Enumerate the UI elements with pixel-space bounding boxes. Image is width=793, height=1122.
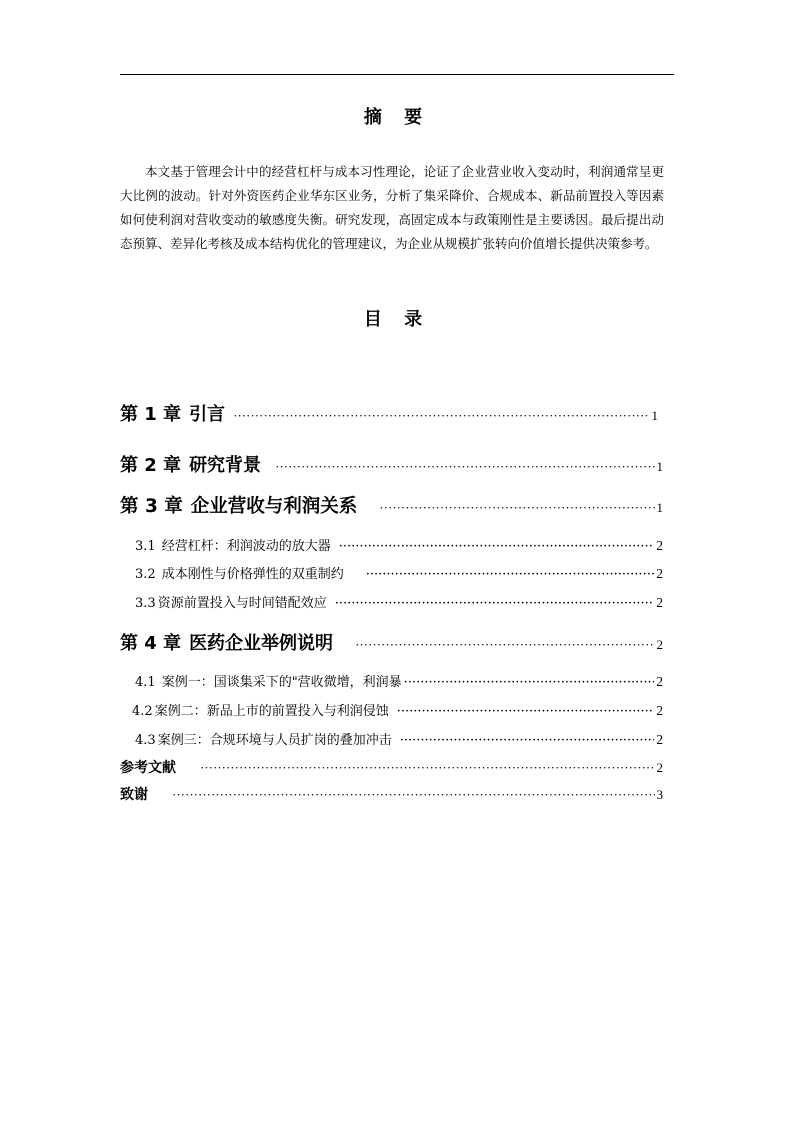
toc-dot-leader <box>397 704 655 719</box>
toc-entry-acknowledgements[interactable] <box>120 784 663 804</box>
toc-entry-page: 2 <box>656 732 663 747</box>
abstract-body: 本文基于管理会计中的经营杠杆与成本习性理论，论证了企业营业收入变动时，利润通常呈更大比例的波动。针对外资医药企业华东区业务，分析了集采降价、合规成本、新品前置投入等因素如何使利润对营收变动的敏感度失衡。研究发现，高固定成本与政策刚性是主要诱因。最后提出动态预算、差异化考核及成本结构优化的管理建议，为企业从规模扩张转向价值增长提供决策参考。 <box>120 164 664 251</box>
toc-entry-title: 经营杠杆：利润波动的放大器 <box>161 539 331 554</box>
toc-entry-page: 2 <box>656 538 663 553</box>
toc-entry-number: 第 4 章 <box>120 633 182 654</box>
toc-dot-leader <box>404 675 655 690</box>
toc-entry-number: 3.1 <box>135 539 156 554</box>
toc-entry-number: 第 1 章 <box>120 404 182 425</box>
toc-entry-page: 1 <box>651 408 658 423</box>
toc-dot-leader <box>233 408 649 424</box>
toc-entry-title: 研究背景 <box>189 455 262 476</box>
toc-entry-section-4-2[interactable] <box>132 700 663 719</box>
toc-entry-section-4-3[interactable] <box>135 729 663 748</box>
toc-entry-section-3-2[interactable] <box>135 563 663 582</box>
header-rule <box>120 74 674 75</box>
toc-entry-references[interactable] <box>120 757 663 777</box>
toc-entry-chapter-4[interactable] <box>120 629 663 655</box>
toc-heading: 目 录 <box>363 309 431 330</box>
toc-entry-number: 4.2 <box>132 704 153 719</box>
toc-dot-leader <box>275 459 654 475</box>
toc-entry-title: 医药企业举例说明 <box>189 633 334 654</box>
toc-entry-number: 第 3 章 <box>120 496 183 517</box>
toc-entry-title: 资源前置投入与时间错配效应 <box>157 596 327 611</box>
toc-entry-title: 案例一：国谈集采下的"营收微增，利润暴 <box>161 675 402 690</box>
abstract-heading: 摘 要 <box>363 107 431 128</box>
toc-entry-page: 2 <box>656 674 663 689</box>
toc-entry-page: 2 <box>656 637 663 652</box>
toc-dot-leader <box>200 760 655 776</box>
toc-dot-leader <box>400 733 655 748</box>
toc-entry-section-3-3[interactable] <box>135 592 663 611</box>
toc-entry-title: 参考文献 <box>120 760 176 776</box>
toc-entry-title: 成本刚性与价格弹性的双重制约 <box>161 567 344 582</box>
toc-entry-section-3-1[interactable] <box>135 535 663 554</box>
toc-entry-page: 3 <box>656 787 663 802</box>
toc-dot-leader <box>379 500 654 516</box>
toc-entry-chapter-3[interactable] <box>120 492 663 518</box>
toc-entry-chapter-2[interactable] <box>120 451 663 477</box>
toc-entry-number: 3.3 <box>135 596 156 611</box>
toc-dot-leader <box>172 787 655 803</box>
toc-dot-leader <box>355 637 654 653</box>
toc-entry-number: 3.2 <box>135 567 156 582</box>
toc-entry-title: 案例二：新品上市的前置投入与利润侵蚀 <box>154 704 389 719</box>
toc-entry-page: 1 <box>656 500 663 515</box>
toc-entry-page: 2 <box>656 595 663 610</box>
toc-entry-page: 2 <box>656 703 663 718</box>
toc-entry-title: 致谢 <box>120 787 148 803</box>
toc-entry-chapter-1[interactable] <box>120 400 658 426</box>
toc-entry-title: 企业营收与利润关系 <box>190 496 358 517</box>
toc-dot-leader <box>339 539 655 554</box>
toc-dot-leader <box>335 596 655 611</box>
toc-entry-number: 第 2 章 <box>120 455 182 476</box>
toc-entry-title: 引言 <box>189 404 226 425</box>
toc-entry-number: 4.1 <box>135 675 156 690</box>
toc-dot-leader <box>366 567 655 582</box>
toc-entry-title: 案例三：合规环境与人员扩岗的叠加冲击 <box>157 733 392 748</box>
toc-entry-page: 2 <box>656 566 663 581</box>
toc-entry-number: 4.3 <box>135 733 156 748</box>
toc-entry-section-4-1[interactable] <box>135 671 663 690</box>
toc-entry-page: 1 <box>656 459 663 474</box>
toc-entry-page: 2 <box>656 760 663 775</box>
